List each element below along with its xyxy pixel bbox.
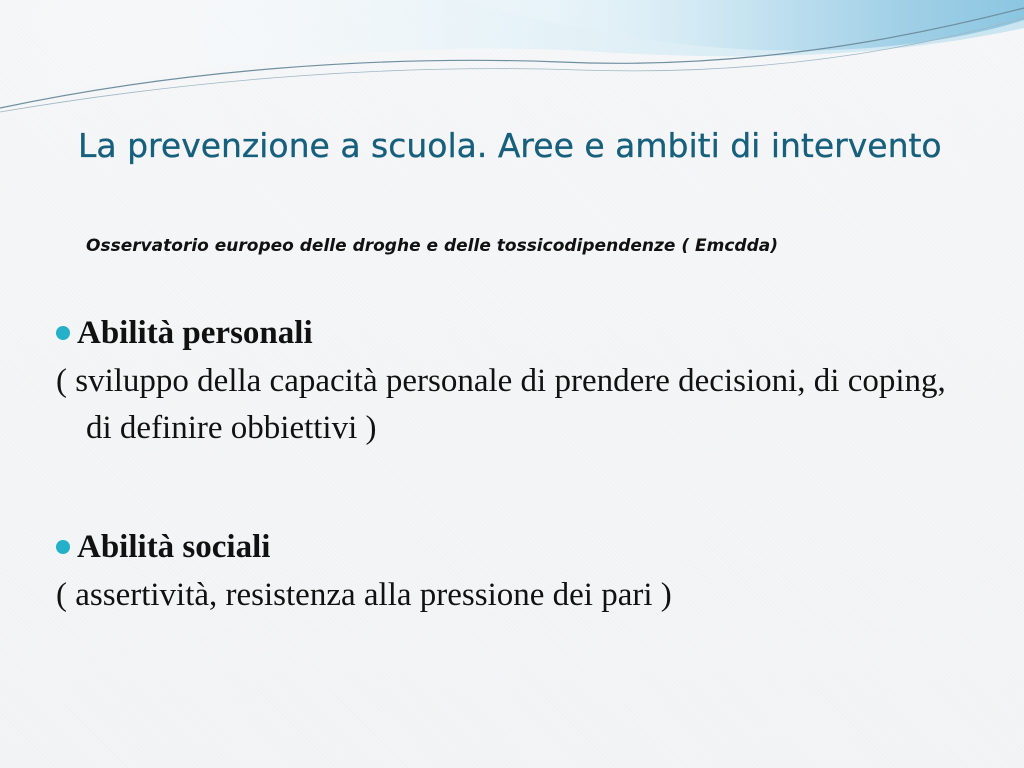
bullet-detail: ( sviluppo della capacità personale di prendere decisioni, di coping, di definire obbiettivi ) [56, 363, 946, 446]
bullet-social-skills [56, 522, 976, 572]
header-wave-decoration [0, 0, 1024, 130]
slide-title: La prevenzione a scuola. Aree e ambiti di intervento [78, 126, 942, 165]
slide-subtitle: Osservatorio europeo delle droghe e delle tossicodipendenze ( Emcdda) [86, 236, 779, 256]
bullet-heading: Abilità personali [77, 315, 313, 351]
bullet-personal-skills [56, 308, 976, 358]
bullet-heading: Abilità sociali [77, 529, 271, 565]
slide-content [56, 308, 976, 619]
bullet-detail: ( assertività, resistenza alla pressione dei pari ) [56, 577, 672, 613]
bullet-dot-icon [56, 326, 70, 340]
bullet-dot-icon [56, 540, 70, 554]
